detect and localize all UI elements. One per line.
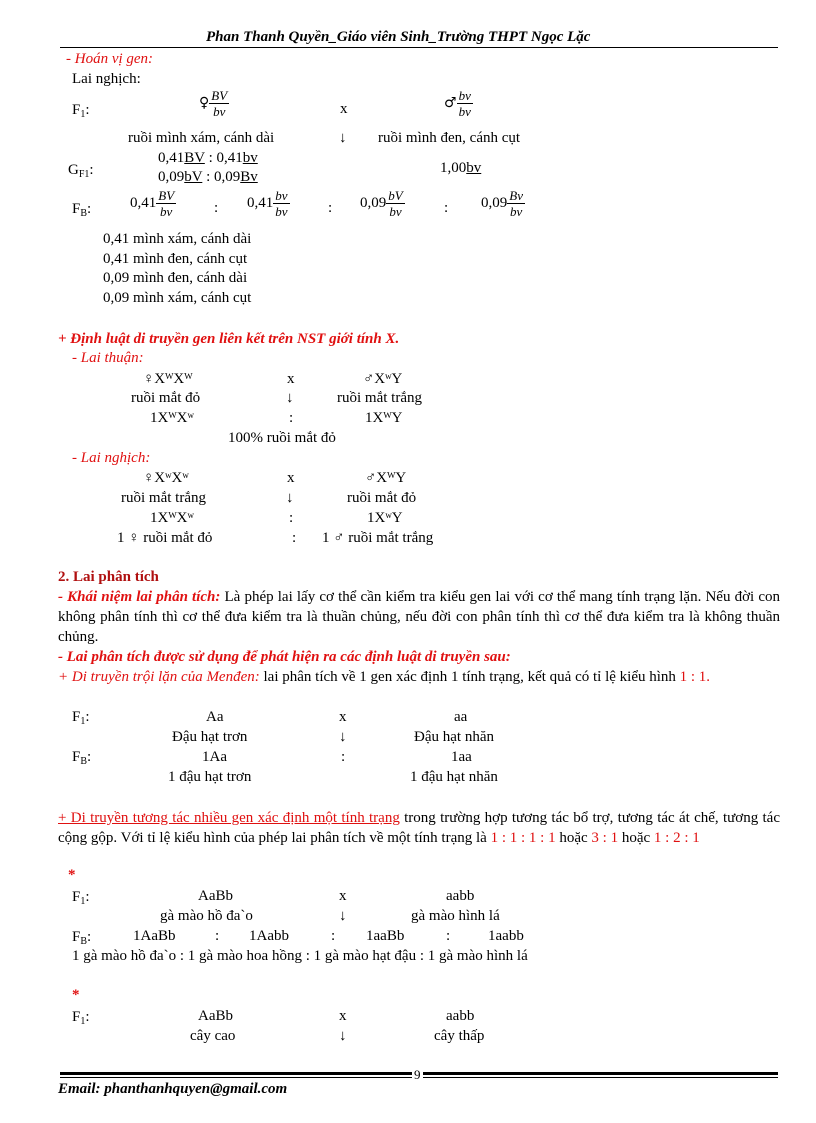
colon-sep: : [331, 928, 336, 944]
f1-label: $F_1$: [72, 102, 90, 120]
colon-sep: : [446, 928, 451, 944]
colon-sep: : [215, 928, 220, 944]
thuan-female-genotype: ♀XᵂXᵂ [143, 371, 193, 387]
nghich-offspring-2: 1XʷY [367, 510, 403, 526]
thuan-female-phenotype: ruồi mắt đỏ [131, 390, 201, 406]
footer-email: Email: phanthanhquyen@gmail.com [58, 1081, 288, 1097]
arrow-down: ↓ [339, 1028, 347, 1044]
mendel-offspring-1: 1Aa [202, 749, 227, 765]
thuan-male-phenotype: ruồi mắt trắng [337, 390, 422, 406]
ex2-p1: AaBb [198, 1008, 233, 1024]
definition-paragraph: - Khái niệm lai phân tích: Là phép lai lấy cơ thể cần kiểm tra kiểu gen lai với cơ thể mang tính trạng lặn. Nếu đời con không phân tính thì cơ thể đưa kiểm tra là thuần chủng, nếu đời con phân tính thì cơ thể đưa kiểm tra là không thuần chủng. [58, 589, 780, 645]
f1-label: $F_1$: [72, 889, 90, 907]
mendel-result-2: 1 đậu hạt nhăn [410, 769, 498, 785]
mendel-result-1: 1 đậu hạt trơn [168, 769, 252, 785]
cross-symbol: x [287, 371, 295, 387]
ex1-offspring-1: 1AaBb [133, 928, 176, 944]
mendel-p2-phenotype: Đậu hạt nhăn [414, 729, 494, 745]
cross-symbol: x [339, 888, 347, 904]
example-star-1: * [68, 867, 76, 883]
section-heading-x-linked: + Định luật di truyền gen liên kết trên NST giới tính X. [58, 331, 400, 347]
section-heading-hoan-vi-gen: - Hoán vị gen: [66, 51, 154, 67]
colon-sep: : [289, 410, 294, 426]
ex1-offspring-2: 1Aabb [249, 928, 289, 944]
colon-sep: : [214, 200, 219, 216]
mendel-p1: Aa [206, 709, 224, 725]
f1-female-genotype: ♀ $\frac{BV}{bv}$ [199, 88, 228, 119]
cross-symbol: x [339, 709, 347, 725]
arrow-down: ↓ [286, 390, 294, 406]
f1-label: $F_1$: [72, 709, 90, 727]
ex1-p1-phenotype: gà mào hồ đa`o [160, 908, 253, 924]
thuan-offspring-1: 1XᵂXʷ [150, 410, 194, 426]
ex1-offspring-4: 1aabb [488, 928, 524, 944]
section-heading-lai-phan-tich: 2. Lai phân tích [58, 569, 159, 585]
mendel-p2: aa [454, 709, 468, 725]
nghich-male-phenotype: ruồi mắt đỏ [347, 490, 417, 506]
mendel-p1-phenotype: Đậu hạt trơn [172, 729, 248, 745]
mendel-offspring-2: 1aa [451, 749, 472, 765]
colon-sep: : [289, 510, 294, 526]
gametes-female-line2: 0,09bV : 0,09Bv [158, 169, 258, 185]
header-rule [60, 47, 778, 48]
colon-sep: : [292, 530, 297, 546]
fb-offspring-3: 0,09 $\frac{bV}{bv}$ [360, 188, 403, 219]
nghich-male-genotype: ♂XᵂY [365, 470, 407, 486]
fb-offspring-4: 0,09 $\frac{Bv}{bv}$ [481, 188, 523, 219]
nghich-result-1: 1 ♀ ruồi mắt đỏ [117, 530, 213, 546]
thuan-result: 100% ruồi mắt đỏ [228, 430, 336, 446]
result-line-2: 0,41 mình đen, cánh cụt [103, 251, 248, 267]
nghich-female-genotype: ♀XʷXʷ [143, 470, 189, 486]
nghich-result-2: 1 ♂ ruồi mắt trắng [322, 530, 434, 546]
gf1-label: $G_{F1}$: [68, 162, 94, 180]
lai-thuan-label: - Lai thuận: [72, 350, 144, 366]
thuan-offspring-2: 1XᵂY [365, 410, 403, 426]
use-heading: - Lai phân tích được sử dụng để phát hiện ra các định luật di truyền sau: [58, 649, 511, 665]
interaction-paragraph: + Di truyền tương tác nhiều gen xác định một tính trạng trong trường hợp tương tác bổ trợ, tương tác át chế, tương tác cộng gộp. Với tỉ lệ kiểu hình của phép lai phân tích về một tính trạng là 1 : 1 : 1 : 1 hoặc 3 : 1 hoặc 1 : 2 : 1 [58, 810, 780, 846]
nghich-offspring-1: 1XᵂXʷ [150, 510, 194, 526]
arrow-down: ↓ [339, 130, 347, 146]
ex2-p2: aabb [446, 1008, 475, 1024]
gametes-male: 1,00bv [440, 160, 482, 176]
f1-male-genotype: ♂ $\frac{bv}{bv}$ [444, 88, 471, 119]
fb-label: $F_B$: [72, 201, 92, 219]
result-line-3: 0,09 mình đen, cánh dài [103, 270, 248, 286]
ex1-p2: aabb [446, 888, 475, 904]
ex2-p1-phenotype: cây cao [190, 1028, 236, 1044]
colon-sep: : [341, 749, 346, 765]
colon-sep: : [444, 200, 449, 216]
ex1-result: 1 gà mào hồ đa`o : 1 gà mào hoa hồng : 1 gà mào hạt đậu : 1 gà mào hình lá [72, 948, 528, 964]
colon-sep: : [328, 200, 333, 216]
mendel-paragraph: + Di truyền trội lặn của Menđen: lai phân tích về 1 gen xác định 1 tính trạng, kết quả có tỉ lệ kiểu hình 1 : 1. [58, 669, 711, 685]
arrow-down: ↓ [339, 908, 347, 924]
result-line-1: 0,41 mình xám, cánh dài [103, 231, 252, 247]
ex1-p2-phenotype: gà mào hình lá [411, 908, 500, 924]
fb-label: $F_B$: [72, 929, 92, 947]
ex1-p1: AaBb [198, 888, 233, 904]
fb-offspring-2: 0,41 $\frac{bv}{bv}$ [247, 188, 288, 219]
f1-label: $F_1$: [72, 1009, 90, 1027]
ex1-offspring-3: 1aaBb [366, 928, 405, 944]
lai-nghich-label-2: - Lai nghịch: [72, 450, 151, 466]
female-phenotype: ruồi mình xám, cánh dài [128, 130, 275, 146]
cross-symbol: x [287, 470, 295, 486]
page-number: 9 [414, 1067, 421, 1082]
arrow-down: ↓ [339, 729, 347, 745]
example-star-2: * [72, 987, 80, 1003]
arrow-down: ↓ [286, 490, 294, 506]
male-phenotype: ruồi mình đen, cánh cụt [378, 130, 521, 146]
cross-symbol: x [340, 101, 348, 117]
cross-symbol: x [339, 1008, 347, 1024]
fb-label: $F_B$: [72, 749, 92, 767]
result-line-4: 0,09 mình xám, cánh cụt [103, 290, 252, 306]
ex2-p2-phenotype: cây thấp [434, 1028, 485, 1044]
fb-offspring-1: 0,41 $\frac{BV}{bv}$ [130, 188, 175, 219]
gametes-female-line1: 0,41BV : 0,41bv [158, 150, 258, 166]
lai-nghich-label: Lai nghịch: [72, 71, 141, 87]
thuan-male-genotype: ♂XʷY [363, 371, 403, 387]
page-header-title: Phan Thanh Quyền_Giáo viên Sinh_Trường THPT Ngọc Lặc [206, 29, 591, 45]
nghich-female-phenotype: ruồi mắt trắng [121, 490, 206, 506]
